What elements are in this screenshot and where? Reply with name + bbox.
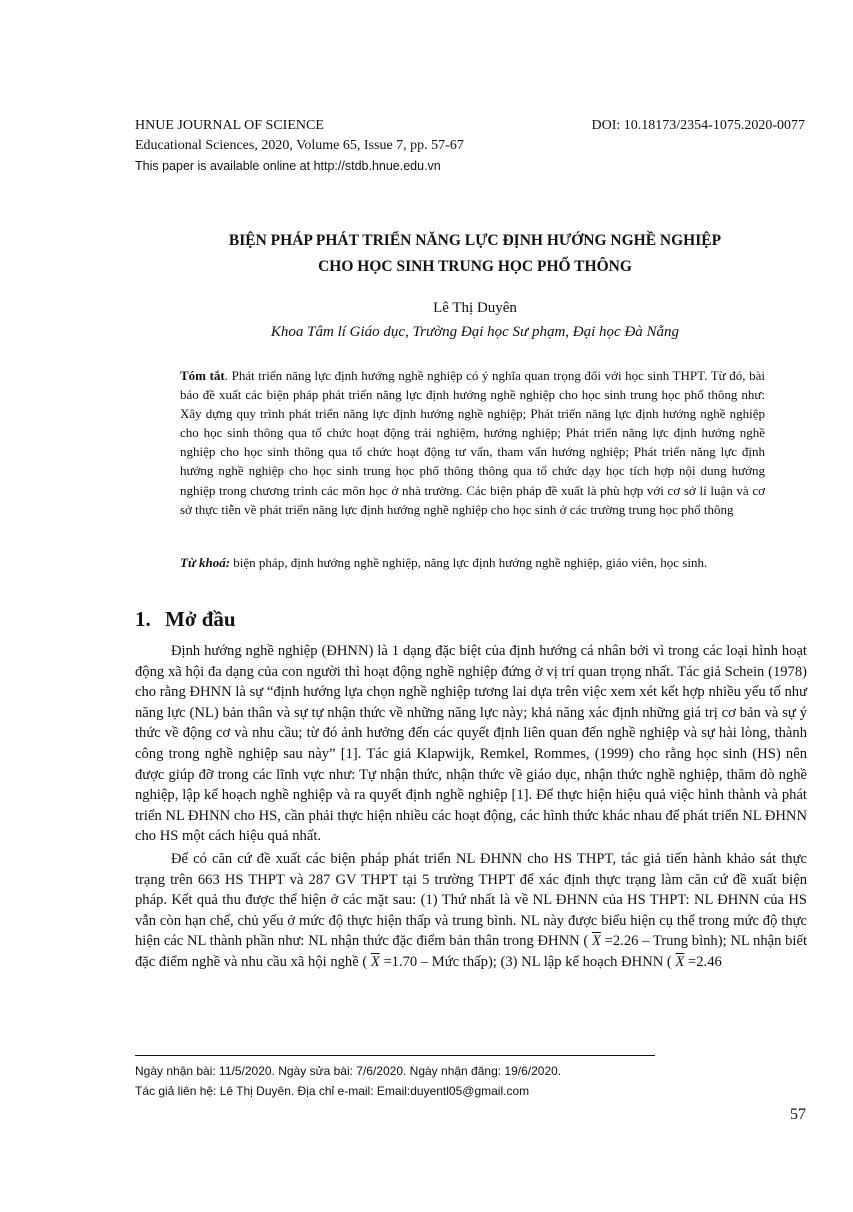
- footnote: [135, 1061, 561, 1101]
- abstract-text: . Phát triển năng lực định hướng nghề nghiệp có ý nghĩa quan trọng đối với học sinh THPT. Từ đó, bài báo đề xuất các biện pháp phát triển năng lực định hướng nghề nghiệp cho học sinh trung học phổ thông như: Xây dựng quy trình phát triển năng lực định hướng nghề nghiệp; Phát triển năng lực định hướng nghề nghiệp cho học sinh thông qua tổ chức hoạt động trải nghiệm, hướng nghiệp; Phát triển năng lực định hướng nghề nghiệp cho học sinh thông qua tổ chức hoạt động tư vấn, tham vấn hướng nghiệp; Phát triển năng lực định hướng nghề nghiệp cho học sinh trung học phổ thông thông qua tổ chức dạy học tích hợp nội dung hướng nghiệp trong chương trình các môn học ở nhà trường. Các biện pháp đề xuất là phù hợp với cơ sở lí luận và cơ sở thực tiễn về phát triển năng lực định hướng nghề nghiệp cho học sinh ở các trường trung học phổ thông: [180, 368, 765, 517]
- journal-name: HNUE JOURNAL OF SCIENCE: [135, 118, 324, 133]
- keywords-text: biện pháp, định hướng nghề nghiệp, năng lực định hướng nghề nghiệp, giáo viên, học sinh.: [230, 555, 708, 570]
- title-line-1: BIỆN PHÁP PHÁT TRIỂN NĂNG LỰC ĐỊNH HƯỚNG NGHỀ NGHIỆP: [228, 232, 722, 249]
- availability-note: This paper is available online at http://stdb.hnue.edu.vn: [135, 159, 441, 173]
- section-heading: [135, 604, 236, 634]
- author-name: Lê Thị Duyên: [433, 300, 517, 316]
- author-affiliation: Khoa Tâm lí Giáo dục, Trường Đại học Sư phạm, Đại học Đà Nẵng: [270, 324, 680, 340]
- paper-title: [135, 228, 815, 280]
- abstract: [180, 366, 765, 519]
- footnote-dates: Ngày nhận bài: 11/5/2020. Ngày sửa bài: 7/6/2020. Ngày nhận đăng: 19/6/2020.: [135, 1064, 562, 1078]
- title-line-2: CHO HỌC SINH TRUNG HỌC PHỔ THÔNG: [318, 258, 632, 275]
- doi: DOI: 10.18173/2354-1075.2020-0077: [591, 118, 805, 133]
- keywords-label: Từ khoá:: [180, 555, 231, 570]
- body-text: [135, 641, 807, 975]
- footnote-divider: [135, 1055, 655, 1056]
- paragraph-1: Định hướng nghề nghiệp (ĐHNN) là 1 dạng đặc biệt của định hướng cá nhân bởi vì trong các loại hình hoạt động xã hội đa dạng của con người thì hoạt động nghề nghiệp đứng ở vị trí quan trọng nhất. Tác giả Schein (1978) cho rằng ĐHNN là sự “định hướng lựa chọn nghề nghiệp tương lai dựa trên việc xem xét kết hợp nhiều yếu tố như năng lực (NL) bản thân và sự tự nhận thức về những năng lực này; khả năng xác định những giá trị cơ bản và sự ý thức về động cơ và nhu cầu; từ đó ảnh hưởng đến các quyết định liên quan đến nghề nghiệp và sự hài lòng, thành công trong nghề nghiệp sau này” [1]. Tác giả Klapwijk, Remkel, Rommes, (1999) cho rằng học sinh (HS) nên được giúp đỡ trong các lĩnh vực như: Tự nhận thức, nhận thức về giáo dục, nhận thức nghề nghiệp, thăm dò nghề nghiệp, lập kế hoạch nghề nghiệp và ra quyết định nghề nghiệp [1]. Để thực hiện hiệu quả việc hình thành và phát triển NL ĐHNN cho HS, cần phải thực hiện nhiều các hoạt động, các hình thức khác nhau để phát triển NL ĐHNN cho HS một cách hiệu quả nhất.: [135, 643, 807, 845]
- paragraph-2: Để có căn cứ đề xuất các biện pháp phát triển NL ĐHNN cho HS THPT, tác giả tiến hành khảo sát thực trạng trên 663 HS THPT và 287 GV THPT tại 5 trường THPT để xác định thực trạng làm căn cứ đề xuất biện pháp. Kết quả thu được thể hiện ở các mặt sau: (1) Thứ nhất là về NL ĐHNN của HS THPT: NL ĐHNN của HS vẫn còn hạn chế, chủ yếu ở mức độ thực hiện thấp và trung bình. NL này được biểu hiện cụ thể trong mức độ thực hiện các NL thành phần như: NL nhận thức đặc điểm bản thân trong ĐHNN ( $\overline{X} =2.26$ – Trung bình); NL nhận biết đặc điểm nghề và nhu cầu xã hội nghề ( $\overline{X} =1.70$ – Mức thấp); (3) NL lập kế hoạch ĐHNN ( $\overline{X} =2.46$: [135, 850, 807, 970]
- page-number: 57: [790, 1106, 806, 1123]
- section-title: Mở đầu: [165, 607, 236, 631]
- footnote-contact: Tác giả liên hệ: Lê Thị Duyên. Địa chỉ e-mail: Email:duyentl05@gmail.com: [135, 1084, 530, 1098]
- section-number: 1.: [135, 607, 151, 631]
- mean-symbol: $\overline{X}$: [675, 953, 685, 970]
- journal-issue: Educational Sciences, 2020, Volume 65, Issue 7, pp. 57-67: [135, 138, 464, 153]
- abstract-label: Tóm tắt: [180, 368, 225, 383]
- journal-header: [135, 116, 464, 176]
- mean-symbol: $\overline{X}$: [370, 953, 380, 970]
- keywords: [180, 553, 765, 572]
- mean-symbol: $\overline{X}$: [591, 933, 601, 950]
